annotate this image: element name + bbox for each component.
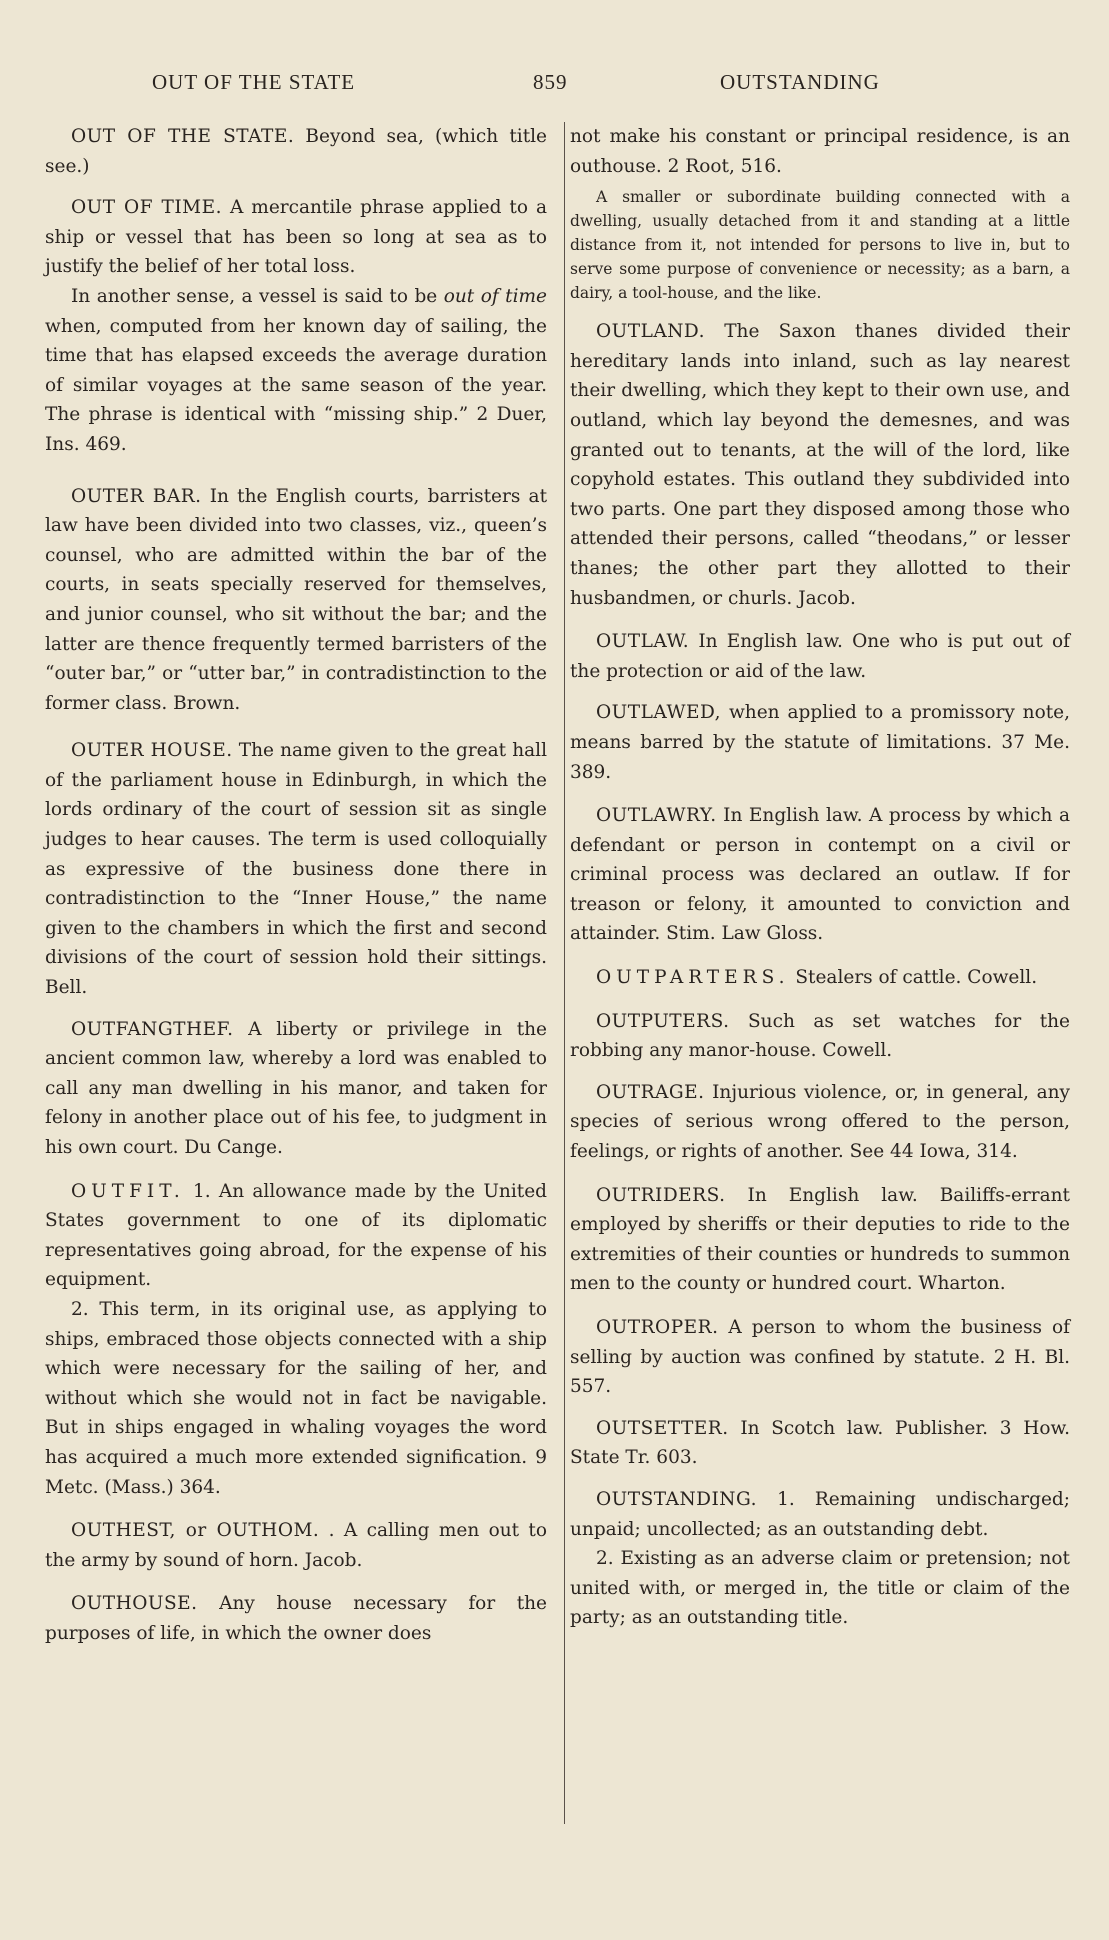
entry-text: 2. This term, in its original use, as applying to ships, embraced those objects connected with a ship which were necessary for the sailing of her, and without which she would not in fact be navigable. But in ships engaged in whaling voyages the word has acquired a much more extended signification. 9 Metc. (Mass.) 364. — [45, 1298, 547, 1498]
entry-outsetter — [570, 1414, 1070, 1473]
entry-text: when, computed from her known day of sailing, the time that has elapsed exceeds the average duration of similar voyages at the same season of the year. The phrase is identical with “missing ship.” 2 Duer, Ins. 469. — [45, 315, 547, 455]
entry-outlaw — [570, 627, 1070, 686]
entry-outlawry — [570, 801, 1070, 949]
entry-text: Any house necessary for the purposes of life, in which the owner does — [45, 1593, 547, 1644]
entry-outfit-para-2 — [45, 1295, 547, 1502]
entry-outrage — [570, 1078, 1070, 1167]
right-column — [570, 122, 1070, 1633]
entry-outhouse-small-note: A smaller or subordinate building connected with a dwelling, usually detached from it and standing at a little distance from it, not intended for persons to live in, but to serve some purpose of convenience or necessity; as a barn, a dairy, a tool-house, and the like. — [570, 188, 1070, 303]
entry-outlawed — [570, 698, 1070, 787]
entry-outstanding-para-2 — [570, 1544, 1070, 1633]
left-column — [45, 122, 547, 1649]
page-number: 859 — [533, 70, 568, 94]
entry-text: Such as set watches for the robbing any manor-house. Cowell. — [570, 1010, 1070, 1062]
entry-text: Beyond sea, (which title see.) — [45, 126, 548, 177]
entry-text: In the English courts, barristers at law have been divided into two classes, viz., queen’s counsel, who are admitted within the bar of the courts, in seats specially reserved for themselves, and junior counsel, who sit without the bar; and the latter are thence frequently termed barristers of the “outer bar,” or “utter bar,” in contradistinction to the former class. Brown. — [45, 485, 547, 714]
entry-term: OUTFIT. — [71, 1180, 185, 1202]
entry-text: In Scotch law. Publisher. 3 How. State Tr. 603. — [570, 1417, 1070, 1469]
entry-text: In English law. A process by which a defendant or person in contempt on a civil or criminal process was declared an outlaw. If for treason or felony, it amounted to conviction and attainder. Stim. Law Gloss. — [570, 805, 1070, 945]
entry-outriders — [570, 1181, 1070, 1299]
entry-text: not make his constant or principal residence, is an outhouse. 2 Root, 516. — [570, 126, 1070, 177]
entry-outland — [570, 317, 1070, 613]
entry-term: OUTER BAR. — [71, 485, 202, 507]
entry-text: when applied to a promissory note, means barred by the statute of limitations. 37 Me. 389. — [570, 702, 1070, 783]
entry-outfangthef — [45, 1015, 547, 1163]
entry-term: OUTLAWED, — [596, 702, 722, 724]
column-divider — [564, 122, 565, 1824]
entry-text: A liberty or privilege in the ancient common law, whereby a lord was enabled to call any man dwelling in his manor, and taken for felony in another place out of his fee, to judgment in his own court. Du Cange. — [45, 1018, 547, 1158]
entry-term: OUTHEST, or OUTHOM. — [71, 1520, 320, 1542]
entry-outfit — [45, 1177, 547, 1295]
entry-text: Stealers of cattle. Cowell. — [789, 967, 1038, 989]
entry-outer-bar — [45, 482, 547, 719]
entry-text: . A calling men out to the army by sound of horn. Jacob. — [45, 1520, 548, 1571]
entry-out-of-time-para-2 — [45, 282, 547, 460]
entry-outer-house — [45, 736, 547, 1002]
entry-text: In another sense, a vessel is said to be — [71, 285, 444, 307]
entry-term: OUT OF THE STATE. — [71, 126, 295, 147]
entry-term: OUTLAND. — [596, 321, 705, 343]
entry-text: A person to whom the business of selling by auction was confined by statute. 2 H. Bl. 557. — [570, 1317, 1070, 1398]
entry-term: OUTLAW. — [596, 631, 690, 653]
entry-term: OUTHOUSE. — [71, 1593, 198, 1615]
entry-text: In English law. One who is put out of the protection or aid of the law. — [570, 631, 1070, 682]
entry-outparters — [570, 963, 1070, 993]
entry-out-of-the-state — [45, 122, 547, 181]
entry-term: OUTLAWRY. — [596, 805, 717, 827]
entry-italic-term: out of time — [443, 285, 547, 307]
header-right-guide-word: OUTSTANDING — [720, 70, 880, 94]
entry-outstanding — [570, 1485, 1070, 1544]
entry-term: OUTER HOUSE. — [71, 740, 233, 762]
entry-term: OUTPUTERS. — [596, 1010, 730, 1032]
entry-outhouse — [45, 1589, 547, 1648]
running-head — [0, 70, 1109, 100]
entry-text: The Saxon thanes divided their hereditary lands into inland, such as lay nearest their dwelling, which they kept to their own use, and outland, which lay beyond the demesnes, and was granted out to tenants, at the will of the lord, like copyhold estates. This outland they subdivided into two parts. One part they disposed among those who attended their persons, called “theodans,” or lesser thanes; the other part they allotted to their husbandmen, or churls. Jacob. — [570, 321, 1070, 609]
entry-term: OUTSETTER. — [596, 1417, 729, 1439]
entry-term: OUTSTANDING. — [596, 1488, 757, 1510]
entry-text: 1. Remaining undischarged; unpaid; uncollected; as an outstanding debt. — [570, 1488, 1070, 1540]
entry-outhest — [45, 1516, 547, 1575]
entry-text: 2. Existing as an adverse claim or pretension; not united with, or merged in, the title or claim of the party; as an outstanding title. — [570, 1548, 1070, 1629]
entry-text: The name given to the great hall of the parliament house in Edinburgh, in which the lords ordinary of the court of session sit as single judges to hear causes. The term is used colloquially as expressive of the business done there in contradistinction to the “Inner House,” the name given to the chambers in which the first and second divisions of the court of session hold their sittings. Bell. — [45, 740, 547, 999]
entry-outroper — [570, 1313, 1070, 1402]
entry-outhouse-continued — [570, 122, 1070, 181]
entry-text: In English law. Bailiffs-errant employed by sheriffs or their deputies to ride to the extremities of their counties or hundreds to summon men to the county or hundred court. Wharton. — [570, 1184, 1070, 1295]
entry-term: OUTFANGTHEF. — [71, 1018, 234, 1040]
entry-outputers — [570, 1007, 1070, 1066]
entry-text: A mercantile phrase applied to a ship or vessel that has been so long at sea as to justify the belief of her total loss. — [45, 197, 547, 278]
entry-term: OUTPARTERS. — [596, 967, 790, 989]
header-left-guide-word: OUT OF THE STATE — [152, 70, 356, 94]
entry-out-of-time — [45, 193, 547, 282]
entry-text: 1. An allowance made by the United States government to one of its diplomatic representatives going abroad, for the expense of his equipment. — [45, 1180, 547, 1291]
entry-text: Injurious violence, or, in general, any species of serious wrong offered to the person, feelings, or rights of another. See 44 Iowa, 314. — [570, 1081, 1070, 1163]
entry-term: OUTRAGE. — [596, 1081, 705, 1103]
entry-term: OUT OF TIME. — [71, 197, 222, 219]
entry-term: OUTRIDERS. — [596, 1184, 726, 1206]
entry-term: OUTROPER. — [596, 1317, 719, 1338]
